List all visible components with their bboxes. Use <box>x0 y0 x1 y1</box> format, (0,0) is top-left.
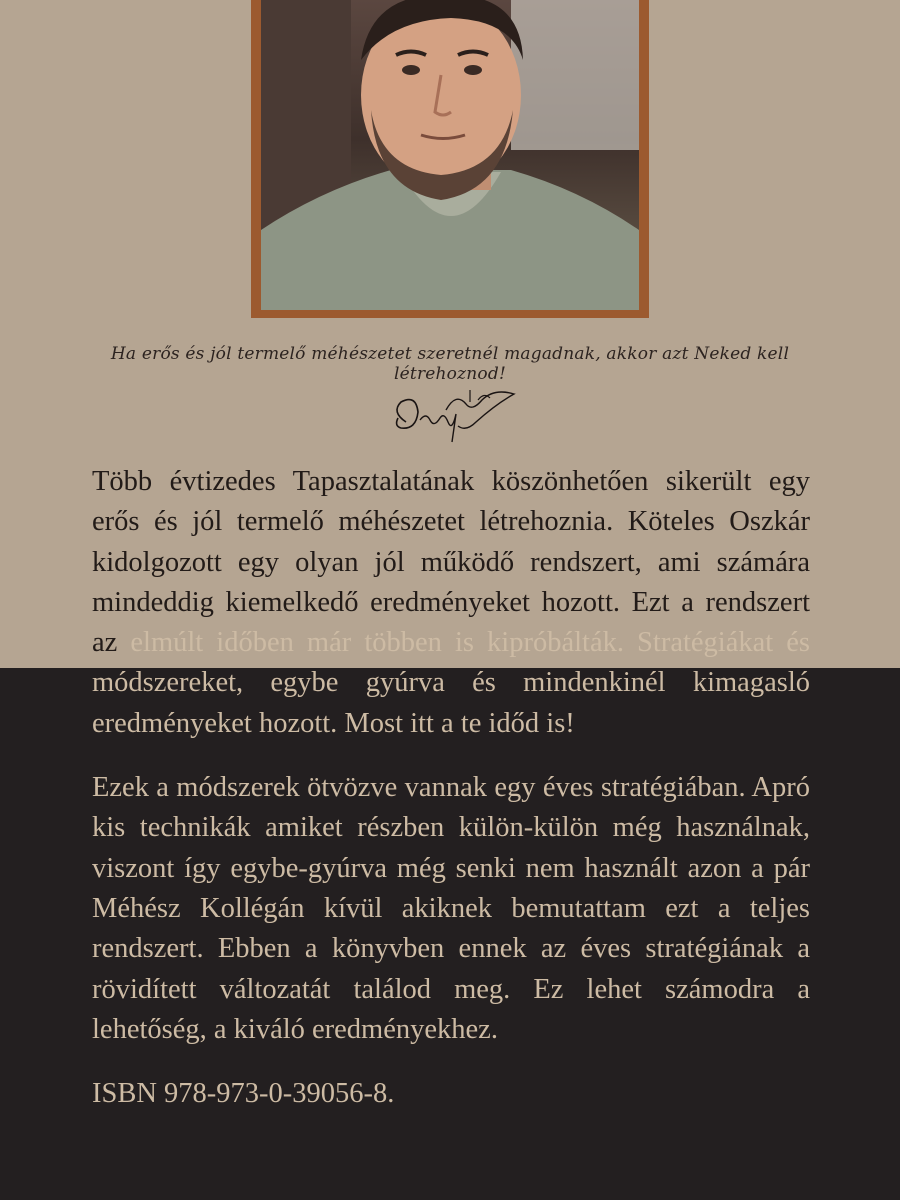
portrait-illustration <box>261 0 639 310</box>
paragraph-2: Ezek a módszerek ötvözve vannak egy éves stratégiában. Apró kis technikák amiket részben külön-külön még használnak, viszont így egybe-gyúrva még senki nem használt azon a pár Méhész Kollégán kívül akiknek bemutattam ezt a teljes rendszert. Ebben a könyvben ennek az éves stratégiának a rövidített változatát találod meg. Ez lehet számodra a lehetőség, a kiváló eredményekhez. <box>92 772 810 1045</box>
paragraph-1 <box>92 462 810 744</box>
body-text <box>92 462 810 1138</box>
quote-text: Ha erős és jól termelő méhészetet szeretnél magadnak, akkor azt Neked kell létrehoznod! <box>110 344 790 384</box>
paragraph-1-dark-part: Több évtizedes Tapasztalatának köszönhetően sikerült egy erős és jól termelő méhészetet létrehoznia. Köteles Oszkár kidolgozott egy olyan jól működő rendszert, ami számára mindeddig kiemelkedő eredményeket hozott. Ezt a rendszert az <box>92 466 810 659</box>
portrait-frame <box>251 0 649 318</box>
author-portrait-photo <box>261 0 639 310</box>
isbn: ISBN 978-973-0-39056-8. <box>92 1078 395 1110</box>
paragraph-1-light-part: elmúlt időben már többen is kipróbálták. Stratégiákat és módszereket, egybe gyúrva és mindenkinél kimagasló eredményeket hozott. Most itt a te időd is! <box>92 627 810 739</box>
signature-image <box>386 382 526 452</box>
